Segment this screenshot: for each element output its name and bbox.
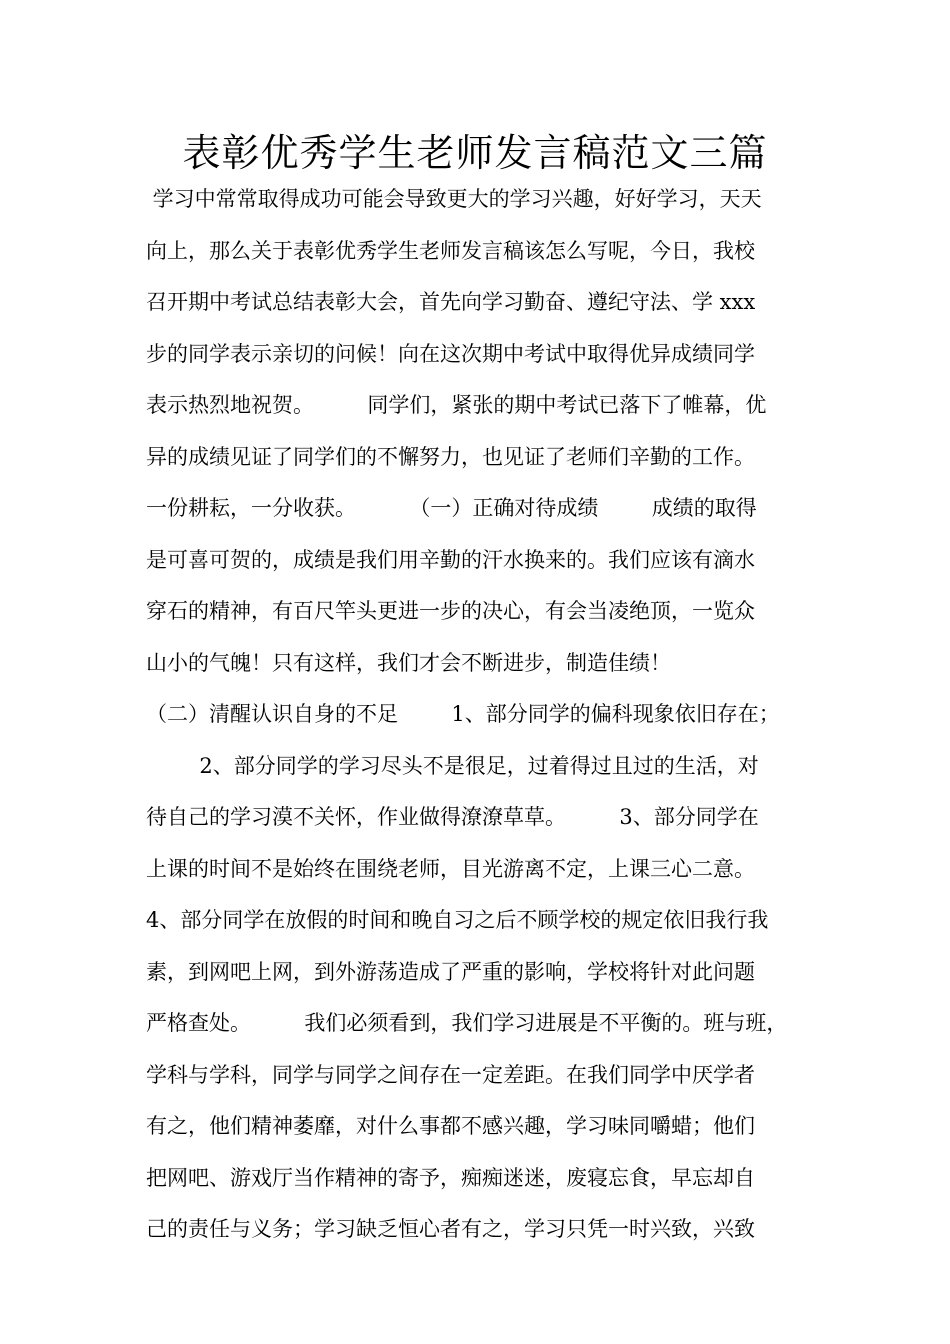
body-line: 4、部分同学在放假的时间和晚自习之后不顾学校的规定依旧我行我 bbox=[146, 908, 769, 932]
body-line: 山小的气魄！只有这样，我们才会不断进步，制造佳绩！ bbox=[146, 650, 671, 675]
body-line: 有之，他们精神萎靡，对什么事都不感兴趣，学习味同嚼蜡；他们 bbox=[146, 1114, 755, 1138]
body-line: （二）清醒认识自身的不足 1、部分同学的偏科现象依旧存在； bbox=[146, 702, 780, 726]
body-line: 学科与学科，同学与同学之间存在一定差距。在我们同学中厌学者 bbox=[146, 1062, 755, 1087]
body-line: 素，到网吧上网，到外游荡造成了严重的影响，学校将针对此问题 bbox=[146, 959, 755, 984]
body-line: 2、部分同学的学习尽头不是很足，过着得过且过的生活，对 bbox=[146, 753, 759, 778]
body-line: 己的责任与义务；学习缺乏恒心者有之，学习只凭一时兴致，兴致 bbox=[146, 1217, 755, 1241]
body-line: 是可喜可贺的，成绩是我们用辛勤的汗水换来的。我们应该有滴水 bbox=[146, 547, 755, 572]
body-line: 把网吧、游戏厅当作精神的寄予，痴痴迷迷，废寝忘食，早忘却自 bbox=[146, 1165, 755, 1190]
body-line: 步的同学表示亲切的问候！向在这次期中考试中取得优异成绩同学 bbox=[146, 341, 755, 366]
body-line: 学习中常常取得成功可能会导致更大的学习兴趣，好好学习，天天 bbox=[146, 187, 762, 211]
body-line: 待自己的学习漠不关怀，作业做得潦潦草草。 3、部分同学在 bbox=[146, 805, 759, 829]
body-line: 穿石的精神，有百尺竿头更进一步的决心，有会当凌绝顶，一览众 bbox=[146, 599, 755, 623]
body-line: 向上，那么关于表彰优秀学生老师发言稿该怎么写呢，今日，我校 bbox=[146, 238, 755, 263]
body-line: 上课的时间不是始终在围绕老师，目光游离不定，上课三心二意。 bbox=[146, 856, 755, 881]
body-line: 异的成绩见证了同学们的不懈努力，也见证了老师们辛勤的工作。 bbox=[146, 444, 755, 469]
body-line: 一份耕耘，一分收获。 （一）正确对待成绩 成绩的取得 bbox=[146, 496, 757, 520]
body-line: 严格查处。 我们必须看到，我们学习进展是不平衡的。班与班， bbox=[146, 1011, 788, 1035]
body-line: 表示热烈地祝贺。 同学们，紧张的期中考试已落下了帷幕，优 bbox=[146, 393, 767, 417]
document-title: 表彰优秀学生老师发言稿范文三篇 bbox=[182, 131, 768, 175]
body-line: 召开期中考试总结表彰大会，首先向学习勤奋、遵纪守法、学 xxx bbox=[146, 290, 756, 314]
